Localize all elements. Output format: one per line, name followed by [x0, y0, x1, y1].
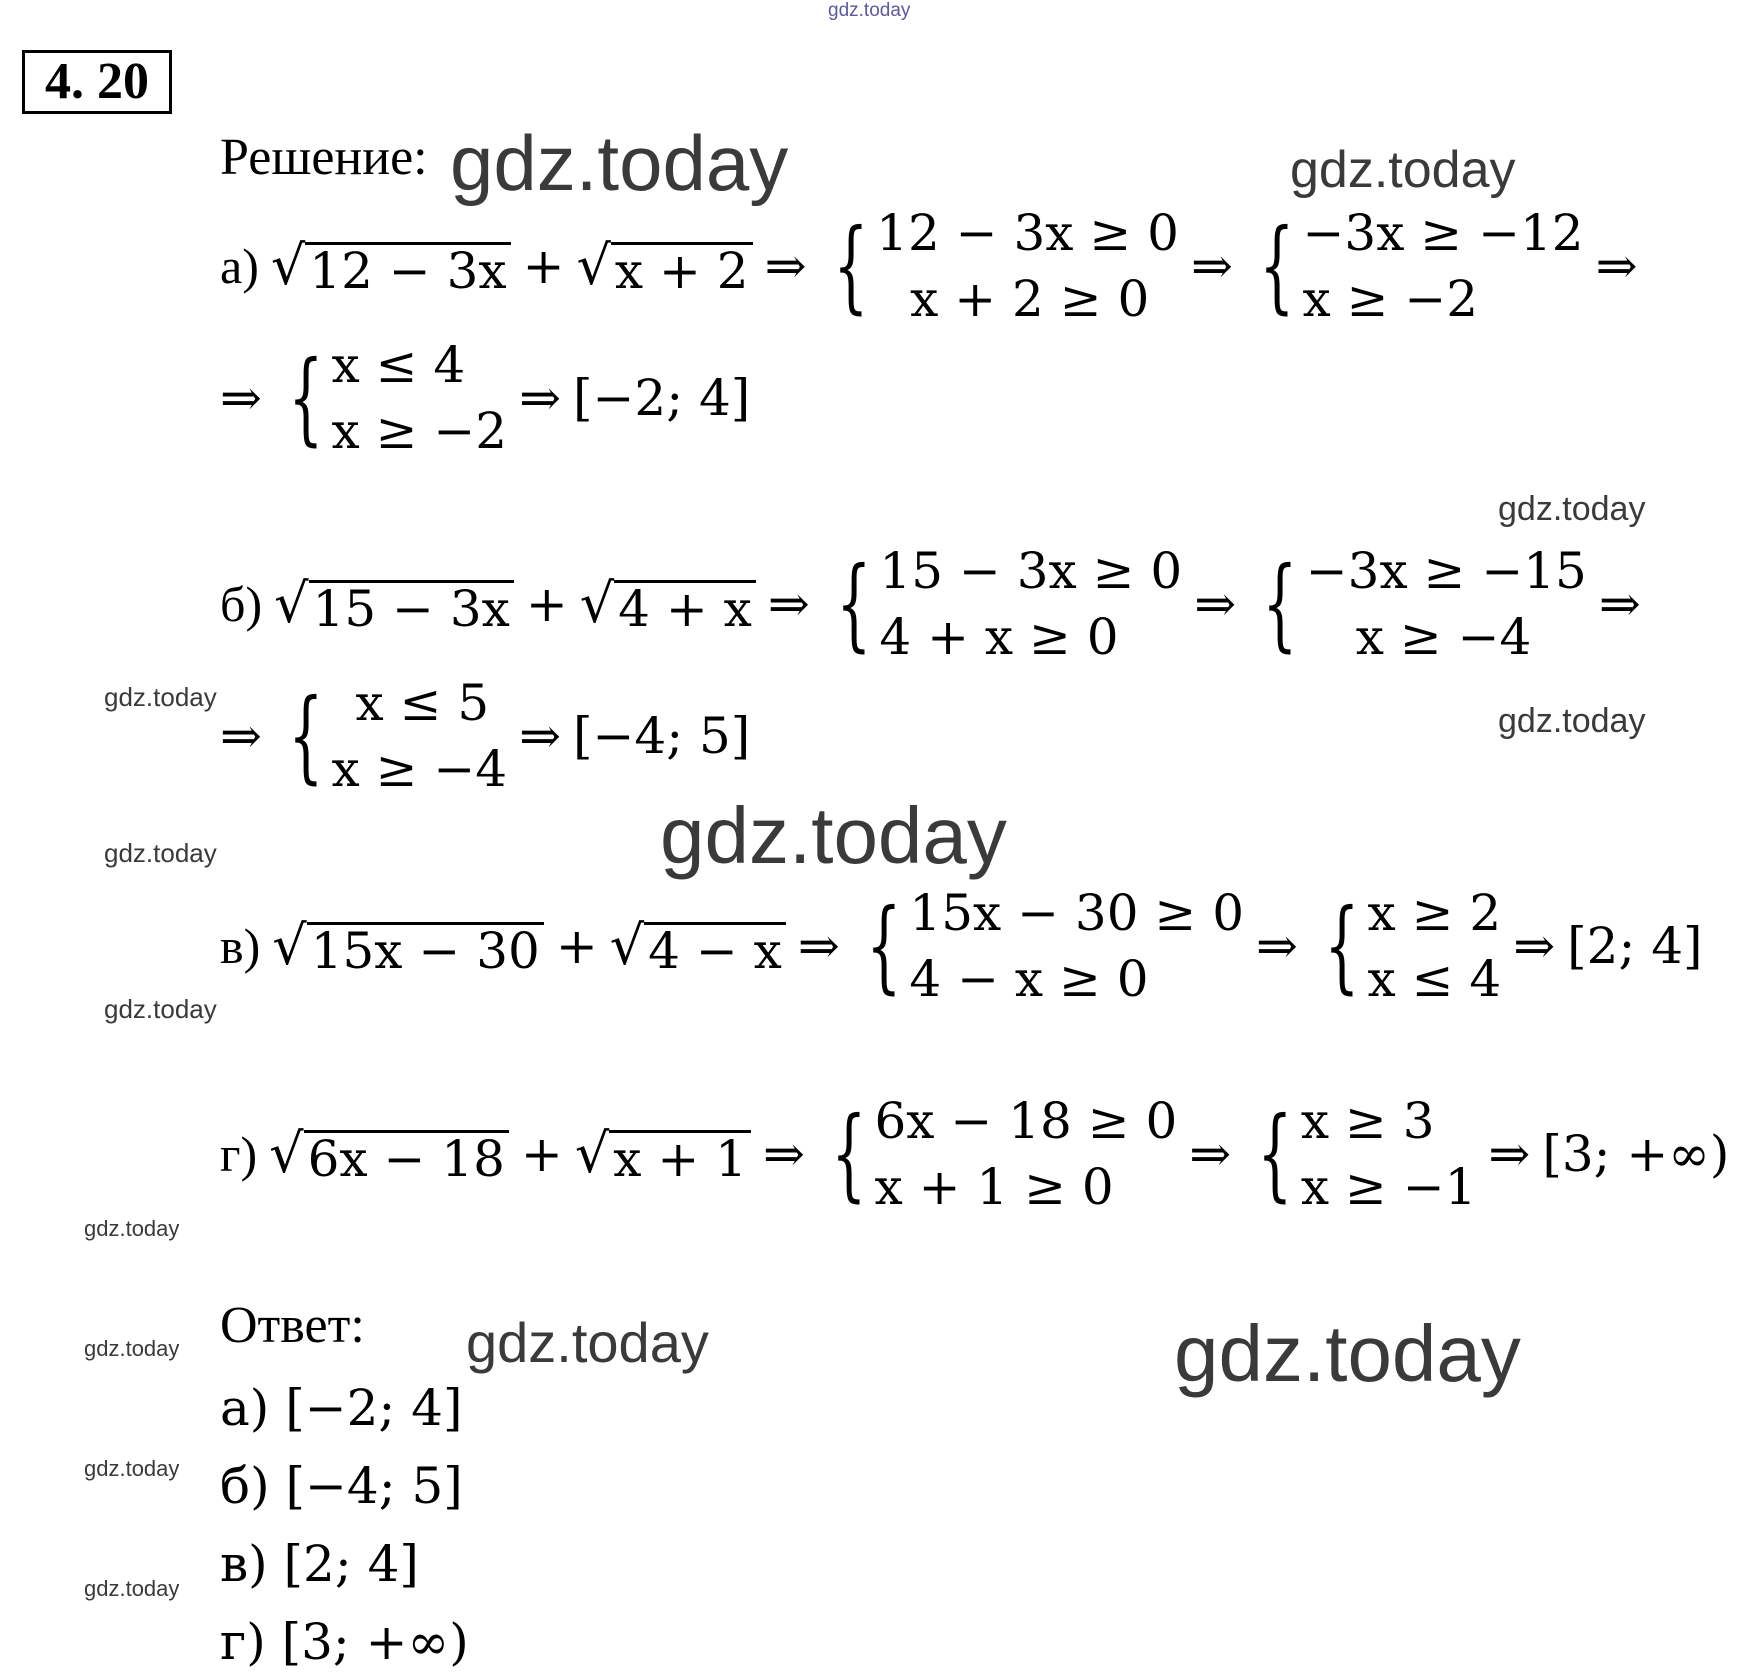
system-row: x ≥ −2: [1302, 270, 1479, 328]
system-row: 4 + x ≥ 0: [879, 608, 1119, 666]
watermark: gdz.today: [1498, 490, 1646, 528]
implies-arrow: ⇒: [1488, 1125, 1531, 1183]
system-row: x + 2 ≥ 0: [910, 270, 1150, 328]
brace-icon: {: [288, 339, 324, 456]
system-row: 4 − x ≥ 0: [909, 950, 1149, 1008]
answer-item: а) [−2; 4]: [220, 1379, 463, 1437]
implies-arrow: ⇒: [1256, 917, 1298, 975]
system-row: x ≤ 5: [355, 674, 490, 732]
sqrt-expression: [579, 571, 756, 638]
answer-item: б) [−4; 5]: [220, 1457, 463, 1515]
watermark: gdz.today: [104, 994, 217, 1024]
implies-arrow: ⇒: [220, 707, 262, 765]
brace-icon: {: [836, 545, 872, 662]
watermark: gdz.today: [1290, 141, 1516, 199]
system-row: −3x ≥ −15: [1305, 542, 1587, 600]
sqrt-icon: √: [270, 233, 306, 297]
sqrt-expression: [574, 1121, 751, 1188]
problem-number: 4. 20: [22, 50, 172, 114]
implies-arrow: ⇒: [1598, 575, 1641, 633]
radicand: x + 1: [609, 1130, 751, 1185]
watermark: gdz.today: [1174, 1309, 1521, 1398]
system-row: x ≥ −4: [331, 740, 508, 798]
sqrt-icon: √: [269, 1121, 304, 1185]
system-row: 12 − 3x ≥ 0: [876, 204, 1179, 262]
part-d-line: [220, 1088, 1741, 1220]
implies-arrow: ⇒: [1190, 237, 1233, 295]
sqrt-expression: [576, 233, 753, 300]
implies-arrow: ⇒: [220, 369, 262, 427]
implies-arrow: ⇒: [1189, 1125, 1232, 1183]
system: [852, 880, 1244, 1012]
brace-icon: {: [1257, 1095, 1293, 1212]
system: [817, 1088, 1177, 1220]
implies-arrow: ⇒: [1194, 575, 1237, 633]
system-row: x + 1 ≥ 0: [874, 1158, 1114, 1216]
system-row: x ≤ 4: [1367, 950, 1502, 1008]
watermark-top: gdz.today: [828, 0, 911, 21]
brace-icon: {: [831, 1095, 867, 1212]
implies-arrow: ⇒: [1595, 237, 1638, 295]
sqrt-expression: [272, 913, 544, 980]
implies-arrow: ⇒: [1513, 917, 1556, 975]
interval-result: [3; +∞): [1542, 1125, 1730, 1183]
system: [1243, 1088, 1476, 1220]
sqrt-icon: √: [579, 571, 615, 635]
plus-sign: +: [522, 237, 565, 295]
part-d-label: г): [220, 1126, 258, 1182]
system-row: x ≥ −4: [1355, 608, 1532, 666]
sqrt-expression: [274, 571, 514, 638]
solution-label: Решение:: [220, 129, 428, 186]
system-row: 6x − 18 ≥ 0: [874, 1092, 1178, 1150]
system-row: x ≥ 2: [1367, 884, 1502, 942]
radicand: 6x − 18: [304, 1130, 509, 1185]
implies-arrow: ⇒: [764, 237, 807, 295]
part-b-line1: [220, 538, 1653, 670]
sqrt-expression: [270, 233, 511, 300]
radicand: 12 − 3x: [305, 242, 510, 297]
sqrt-expression: [269, 1121, 509, 1188]
interval-result: [−4; 5]: [573, 707, 751, 765]
watermark: gdz.today: [466, 1311, 709, 1374]
radicand: 4 − x: [644, 922, 786, 977]
part-b-label: б): [220, 576, 263, 632]
implies-arrow: ⇒: [519, 707, 562, 765]
brace-icon: {: [1259, 207, 1295, 324]
system-row: −3x ≥ −12: [1302, 204, 1584, 262]
part-c-label: в): [220, 918, 261, 974]
watermark: gdz.today: [84, 1216, 180, 1241]
watermark: gdz.today: [84, 1576, 180, 1601]
system: [1248, 538, 1587, 670]
radicand: 15 − 3x: [309, 580, 514, 635]
brace-icon: {: [1324, 887, 1360, 1004]
part-b-line2: [220, 670, 762, 802]
part-a-label: а): [220, 238, 259, 294]
implies-arrow: ⇒: [762, 1125, 805, 1183]
watermark: gdz.today: [660, 791, 1007, 880]
implies-arrow: ⇒: [519, 369, 562, 427]
system-row: 15x − 30 ≥ 0: [909, 884, 1245, 942]
implies-arrow: ⇒: [797, 917, 840, 975]
brace-icon: {: [866, 887, 902, 1004]
radicand: x + 2: [611, 242, 753, 297]
system: [274, 332, 507, 464]
system-row: x ≤ 4: [331, 336, 466, 394]
radicand: 4 + x: [614, 580, 756, 635]
brace-icon: {: [288, 677, 324, 794]
plus-sign: +: [555, 917, 598, 975]
part-a-line1: [220, 200, 1650, 332]
watermark: gdz.today: [84, 1336, 180, 1361]
answer-item: г) [3; +∞): [220, 1613, 469, 1671]
system-row: x ≥ −2: [331, 402, 508, 460]
sqrt-icon: √: [609, 913, 645, 977]
system: [1310, 880, 1501, 1012]
sqrt-icon: √: [274, 571, 309, 635]
system-row: 15 − 3x ≥ 0: [879, 542, 1183, 600]
implies-arrow: ⇒: [767, 575, 810, 633]
sqrt-expression: [609, 913, 786, 980]
part-a-line2: [220, 332, 762, 464]
part-c-line: [220, 880, 1715, 1012]
system-row: x ≥ 3: [1300, 1092, 1435, 1150]
answer-item: в) [2; 4]: [220, 1535, 419, 1593]
answer-label: Ответ:: [220, 1297, 365, 1354]
system-row: x ≥ −1: [1300, 1158, 1477, 1216]
interval-result: [−2; 4]: [573, 369, 751, 427]
brace-icon: {: [832, 207, 868, 324]
system: [822, 538, 1182, 670]
plus-sign: +: [525, 575, 568, 633]
sqrt-icon: √: [574, 1121, 610, 1185]
watermark: gdz.today: [104, 682, 217, 712]
watermark: gdz.today: [104, 838, 217, 868]
watermark: gdz.today: [1498, 702, 1646, 740]
sqrt-icon: √: [576, 233, 611, 297]
system: [819, 200, 1179, 332]
system: [1245, 200, 1584, 332]
system: [274, 670, 507, 802]
radicand: 15x − 30: [307, 922, 544, 977]
sqrt-icon: √: [272, 913, 307, 977]
watermark: gdz.today: [84, 1456, 180, 1481]
watermark: gdz.today: [450, 119, 789, 207]
plus-sign: +: [520, 1125, 563, 1183]
interval-result: [2; 4]: [1567, 917, 1703, 975]
brace-icon: {: [1262, 545, 1298, 662]
